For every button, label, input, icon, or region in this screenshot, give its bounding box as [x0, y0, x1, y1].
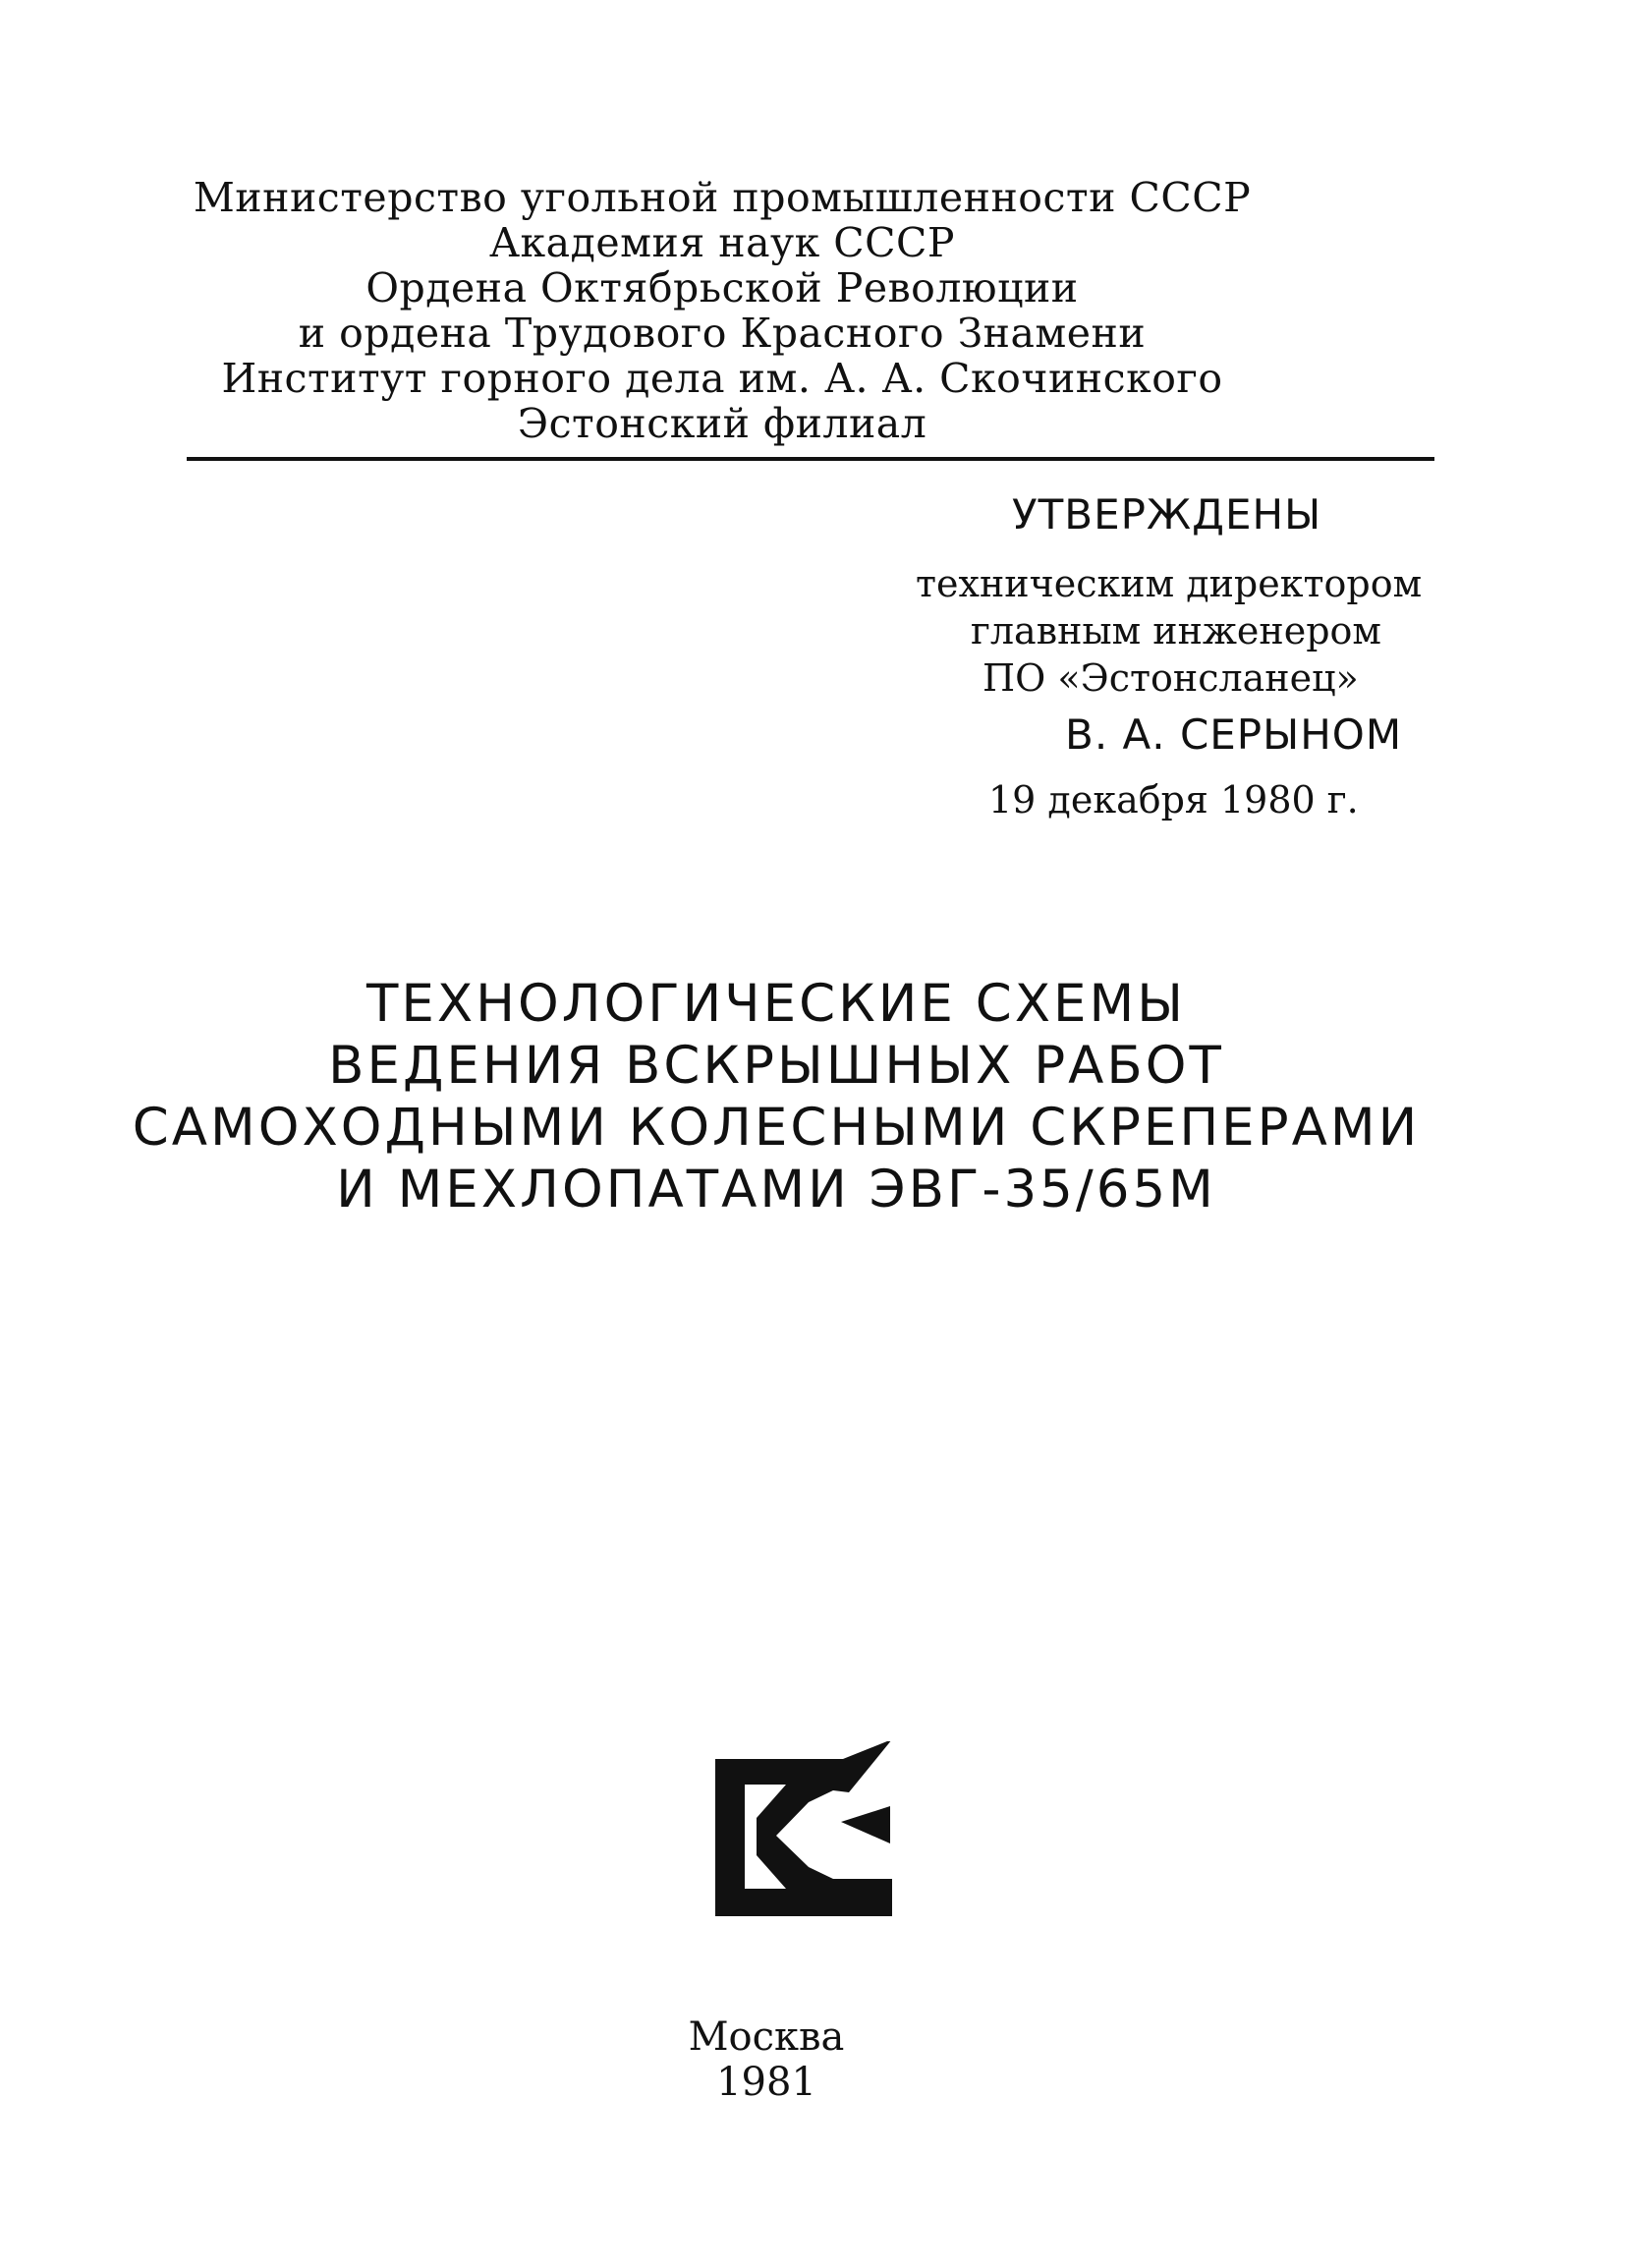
- imprint-year: 1981: [716, 2060, 816, 2105]
- header-line-branch: Эстонский филиал: [517, 400, 927, 447]
- institution-header: [187, 175, 1258, 446]
- publisher-logo-icon: [715, 1741, 892, 1916]
- approval-position-line1: техническим директором: [916, 562, 1423, 605]
- approval-position-line2: главным инженером: [971, 609, 1381, 652]
- header-line-institute: Институт горного дела им. А. А. Скочинского: [221, 355, 1223, 402]
- header-line-order-banner: и ордена Трудового Красного Знамени: [298, 310, 1147, 357]
- header-divider: [187, 457, 1434, 461]
- approval-date: 19 декабря 1980 г.: [988, 778, 1359, 822]
- title-line: ВЕДЕНИЯ ВСКРЫШНЫХ РАБОТ: [328, 1036, 1224, 1096]
- approval-signatory: В. А. СЕРЫНОМ: [1065, 710, 1403, 759]
- approval-title: УТВЕРЖДЕНЫ: [1012, 490, 1322, 539]
- header-line-order-revolution: Ордена Октябрьской Революции: [365, 264, 1079, 312]
- title-line: ТЕХНОЛОГИЧЕСКИЕ СХЕМЫ: [365, 974, 1186, 1034]
- title-line: И МЕХЛОПАТАМИ ЭВГ-35/65М: [336, 1160, 1216, 1219]
- header-line-academy: Академия наук СССР: [489, 219, 955, 266]
- title-line: САМОХОДНЫМИ КОЛЕСНЫМИ СКРЕПЕРАМИ: [132, 1098, 1421, 1158]
- imprint: [629, 2014, 904, 2105]
- imprint-city: Москва: [688, 2014, 845, 2060]
- header-line-ministry: Министерство угольной промышленности СССР: [193, 174, 1252, 221]
- document-title: [118, 973, 1434, 1220]
- approval-organization: ПО «Эстонсланец»: [982, 656, 1359, 700]
